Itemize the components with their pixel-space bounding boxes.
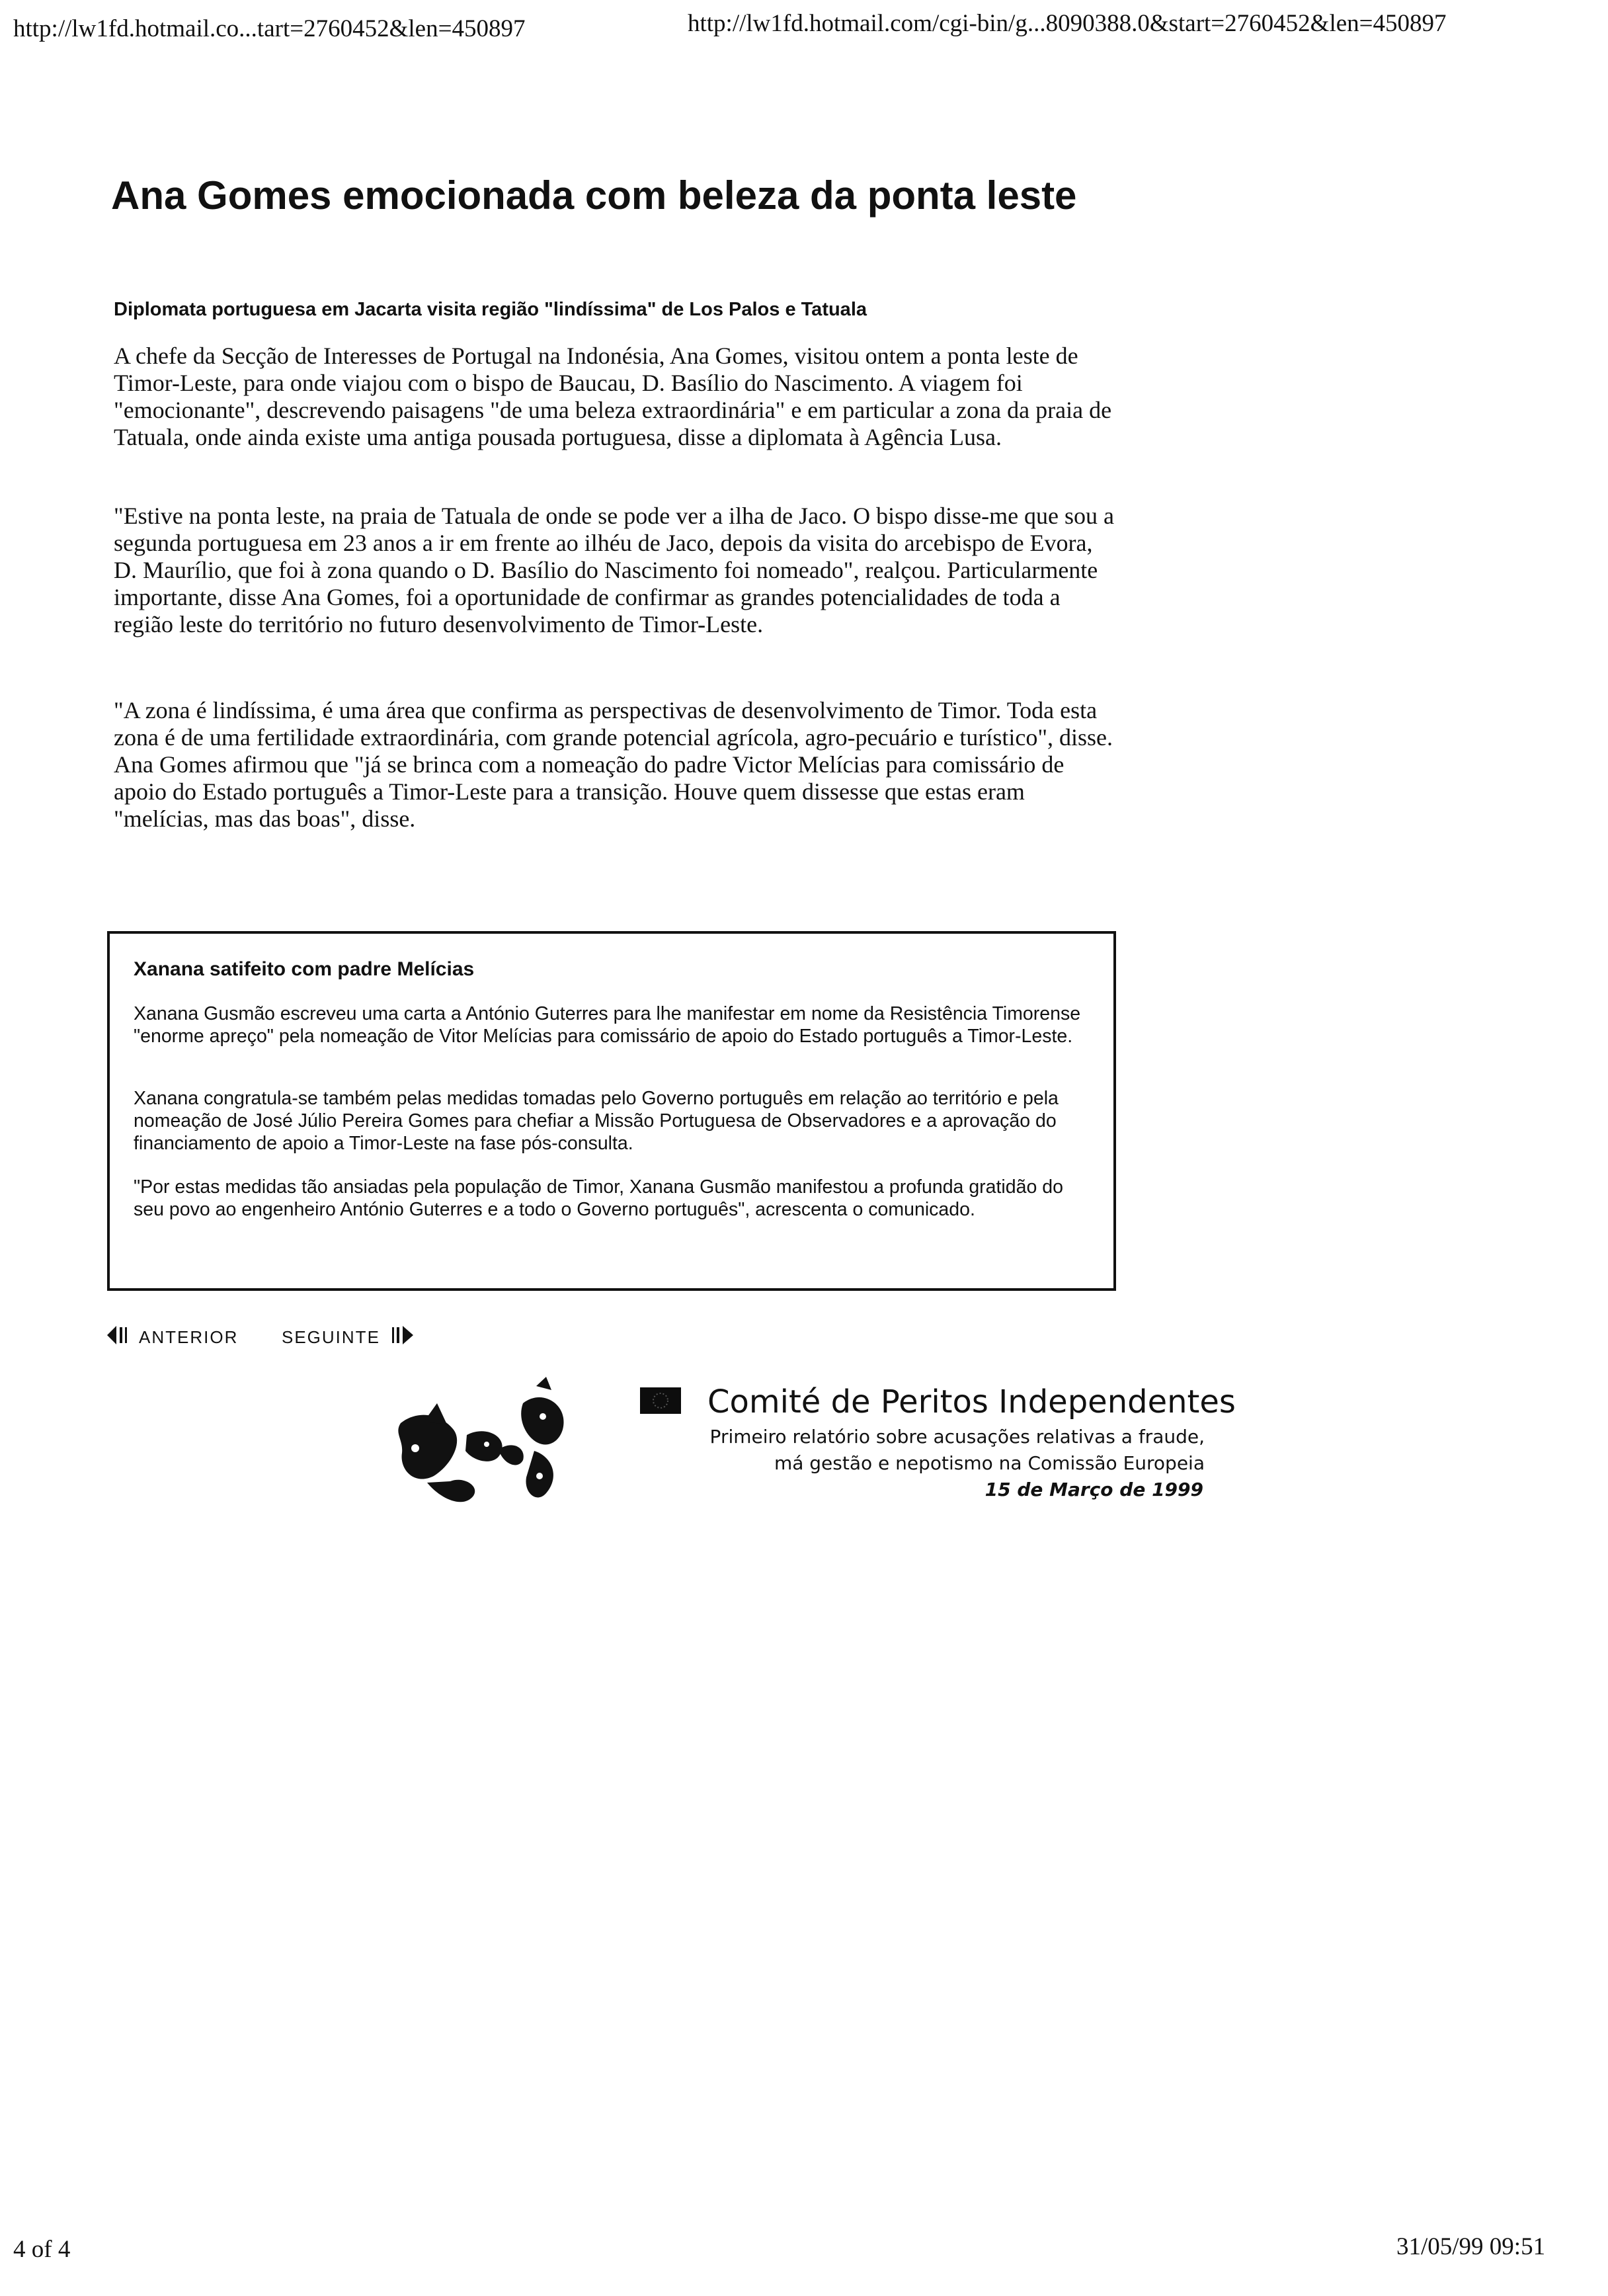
article-paragraph: "Estive na ponta leste, na praia de Tatuala de onde se pode ver a ilha de Jaco. O bispo disse-me que sou a segunda portuguesa em 23 anos a ir em frente ao ilhéu de Jaco, depois da visita do arcebispo de Evora, D. Maurílio, que foi à zona quando o D. Basílio do Nascimento foi nomeado", realçou. Particularmente importante, disse Ana Gomes, foi a oportunidade de confirmar as grandes potencialidades de toda a região leste do território no futuro desenvolvimento de Timor-Leste. (114, 503, 1115, 637)
banner-line: má gestão e nepotismo na Comissão Europeia (774, 1452, 1205, 1474)
sidebar-paragraph: Xanana Gusmão escreveu uma carta a António Guterres para lhe manifestar em nome da Resistência Timorense "enorme apreço" pela nomeação de Vitor Melícias para comissário de apoio do Estado português a Timor-Leste. (134, 1003, 1081, 1047)
banner-line: Primeiro relatório sobre acusações relativas a fraude, (709, 1426, 1205, 1448)
right-arrow-icon (388, 1323, 415, 1352)
print-timestamp: 31/05/99 09:51 (1396, 2233, 1546, 2260)
header-url-left: http://lw1fd.hotmail.co...tart=2760452&len=450897 (13, 15, 526, 42)
article-headline: Ana Gomes emocionada com beleza da ponta leste (111, 173, 1077, 218)
committee-logo-graphic (387, 1377, 586, 1519)
article-subheadline: Diplomata portuguesa em Jacarta visita região "lindíssima" de Los Palos e Tatuala (114, 299, 867, 320)
eu-flag-icon (640, 1387, 681, 1414)
next-link[interactable] (282, 1324, 415, 1350)
sidebar-paragraph: Xanana congratula-se também pelas medidas tomadas pelo Governo português em relação ao território e pela nomeação de José Júlio Pereira Gomes para chefiar a Missão Portuguesa de Observadores e a aprovação do financiamento de apoio a Timor-Leste na fase pós-consulta. (134, 1088, 1059, 1154)
banner-title: Comité de Peritos Independentes (707, 1383, 1236, 1420)
header-url-right: http://lw1fd.hotmail.com/cgi-bin/g...8090388.0&start=2760452&len=450897 (688, 10, 1447, 37)
sidebar-box (107, 931, 1116, 1291)
banner-date: 15 de Março de 1999 (985, 1479, 1203, 1500)
next-label: SEGUINTE (282, 1327, 380, 1347)
previous-link[interactable] (106, 1324, 238, 1350)
article-paragraph: A chefe da Secção de Interesses de Portugal na Indonésia, Ana Gomes, visitou ontem a ponta leste de Timor-Leste, para onde viajou com o bispo de Baucau, D. Basílio do Nascimento. A viagem foi "emocionante", descrevendo paisagens "de uma beleza extraordinária" e em particular a zona da praia de Tatuala, onde ainda existe uma antiga pousada portuguesa, disse a diplomata à Agência Lusa. (114, 343, 1112, 450)
sidebar-paragraph: "Por estas medidas tão ansiadas pela população de Timor, Xanana Gusmão manifestou a profunda gratidão do seu povo ao engenheiro António Guterres e a todo o Governo português", acrescenta o comunicado. (134, 1176, 1063, 1220)
left-arrow-icon (106, 1323, 132, 1352)
page-number: 4 of 4 (13, 2236, 71, 2263)
article-paragraph: "A zona é lindíssima, é uma área que confirma as perspectivas de desenvolvimento de Timor. Toda esta zona é de uma fertilidade extraordinária, com grande potencial agrícola, agro-pecuário e turístico", disse. Ana Gomes afirmou que "já se brinca com a nomeação do padre Victor Melícias para comissário de apoio do Estado português a Timor-Leste para a transição. Houve quem dissesse que estas eram "melícias, mas das boas", disse. (114, 697, 1113, 832)
sidebar-title: Xanana satifeito com padre Melícias (134, 958, 475, 980)
previous-label: ANTERIOR (139, 1327, 239, 1347)
